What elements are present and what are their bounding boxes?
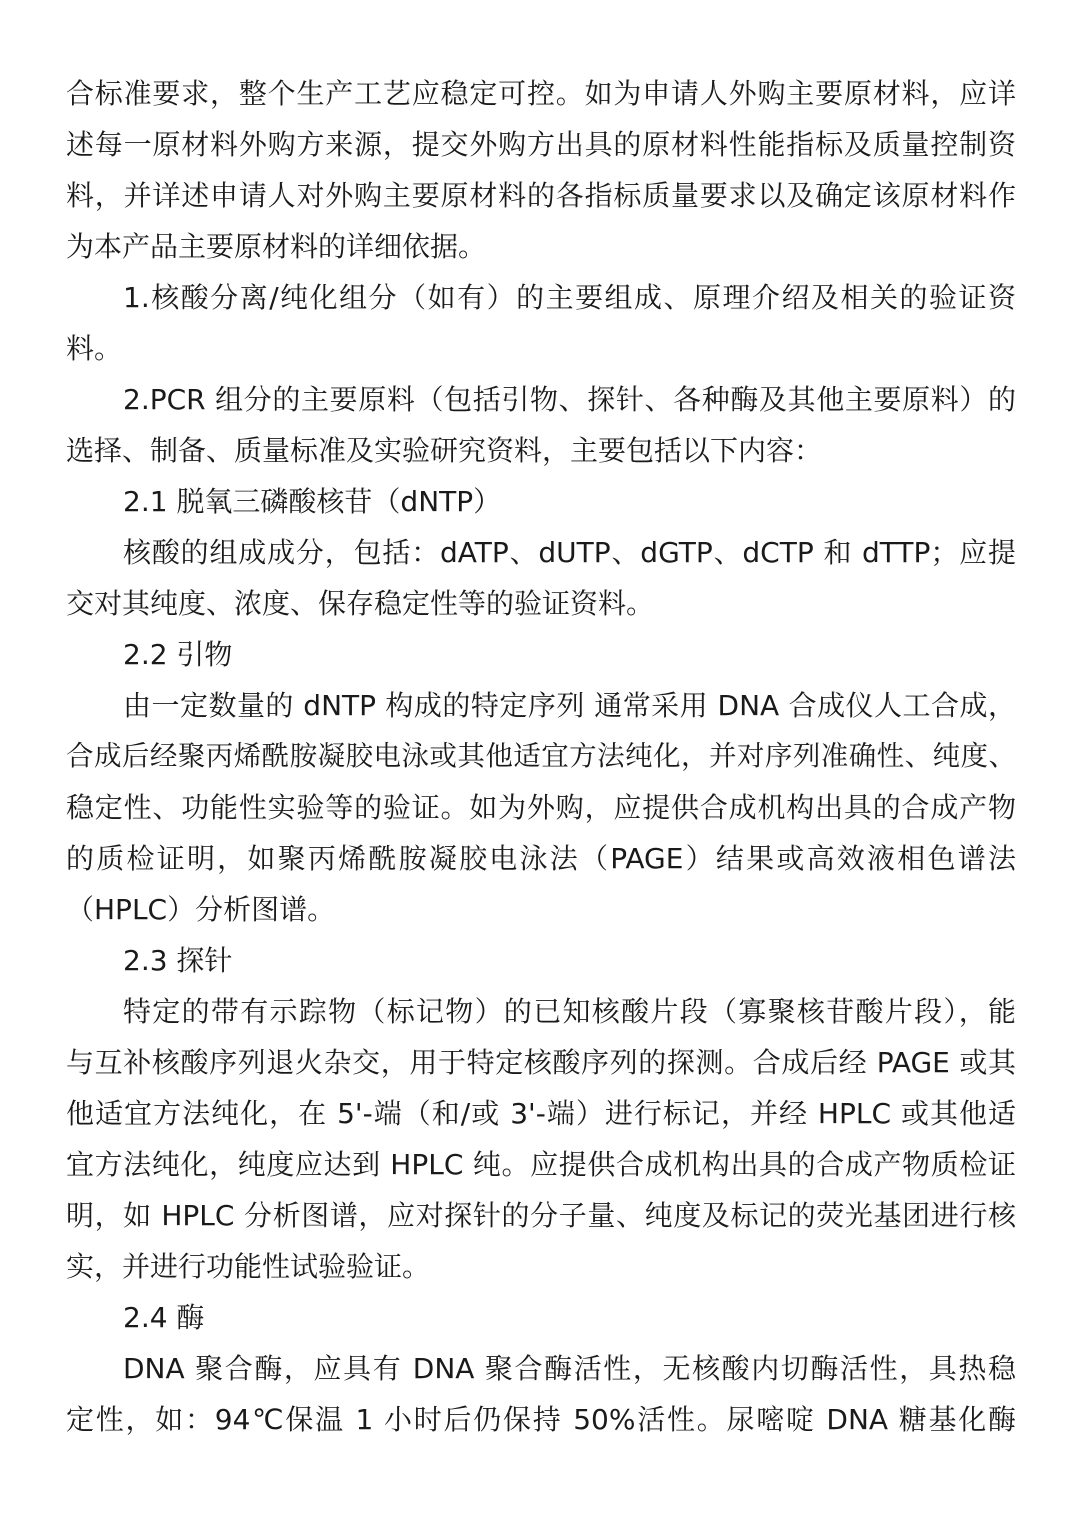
text-line: 宜方法纯化，纯度应达到 HPLC 纯。应提供合成机构出具的合成产物质检证	[66, 1148, 1016, 1181]
text-line: 定性，如：94℃保温 1 小时后仍保持 50%活性。尿嘧啶 DNA 糖基化酶	[66, 1403, 1016, 1436]
text-line: 为本产品主要原材料的详细依据。	[66, 230, 487, 263]
text-line: 2.4 酶	[123, 1301, 205, 1334]
text-line: 选择、制备、质量标准及实验研究资料，主要包括以下内容：	[66, 434, 823, 467]
text-line: 明，如 HPLC 分析图谱，应对探针的分子量、纯度及标记的荧光基团进行核	[66, 1199, 1016, 1232]
text-line: 交对其纯度、浓度、保存稳定性等的验证资料。	[66, 587, 655, 620]
text-line: DNA 聚合酶，应具有 DNA 聚合酶活性，无核酸内切酶活性，具热稳	[123, 1352, 1016, 1385]
text-line: 2.1 脱氧三磷酸核苷（dNTP）	[123, 485, 502, 518]
text-line: 合成后经聚丙烯酰胺凝胶电泳或其他适宜方法纯化，并对序列准确性、纯度、	[66, 740, 1016, 772]
text-line: 他适宜方法纯化，在 5'-端（和/或 3'-端）进行标记，并经 HPLC 或其他适	[66, 1097, 1016, 1130]
text-line: 1.核酸分离/纯化组分（如有）的主要组成、原理介绍及相关的验证资	[123, 281, 1016, 314]
text-line: 稳定性、功能性实验等的验证。如为外购，应提供合成机构出具的合成产物	[66, 791, 1016, 824]
text-line: 的质检证明，如聚丙烯酰胺凝胶电泳法（PAGE）结果或高效液相色谱法	[66, 842, 1016, 875]
text-line: 料，并详述申请人对外购主要原材料的各指标质量要求以及确定该原材料作	[66, 179, 1016, 212]
text-line: 与互补核酸序列退火杂交，用于特定核酸序列的探测。合成后经 PAGE 或其	[66, 1046, 1016, 1079]
text-line: 述每一原材料外购方来源，提交外购方出具的原材料性能指标及质量控制资	[66, 128, 1016, 161]
text-line: 由一定数量的 dNTP 构成的特定序列 通常采用 DNA 合成仪人工合成，	[123, 689, 1016, 722]
text-line: （HPLC）分析图谱。	[66, 893, 336, 926]
text-line: 合标准要求，整个生产工艺应稳定可控。如为申请人外购主要原材料，应详	[66, 77, 1016, 110]
text-line: 料。	[66, 332, 123, 365]
text-line: 2.PCR 组分的主要原料（包括引物、探针、各种酶及其他主要原料）的	[123, 383, 1016, 416]
text-line: 核酸的组成成分，包括：dATP、dUTP、dGTP、dCTP 和 dTTP；应提	[123, 536, 1016, 569]
text-line: 实，并进行功能性试验验证。	[66, 1250, 431, 1283]
text-line: 2.2 引物	[123, 638, 233, 671]
text-line: 特定的带有示踪物（标记物）的已知核酸片段（寡聚核苷酸片段），能	[123, 995, 1016, 1028]
document-body	[66, 68, 1016, 1445]
text-line: 2.3 探针	[123, 944, 233, 977]
